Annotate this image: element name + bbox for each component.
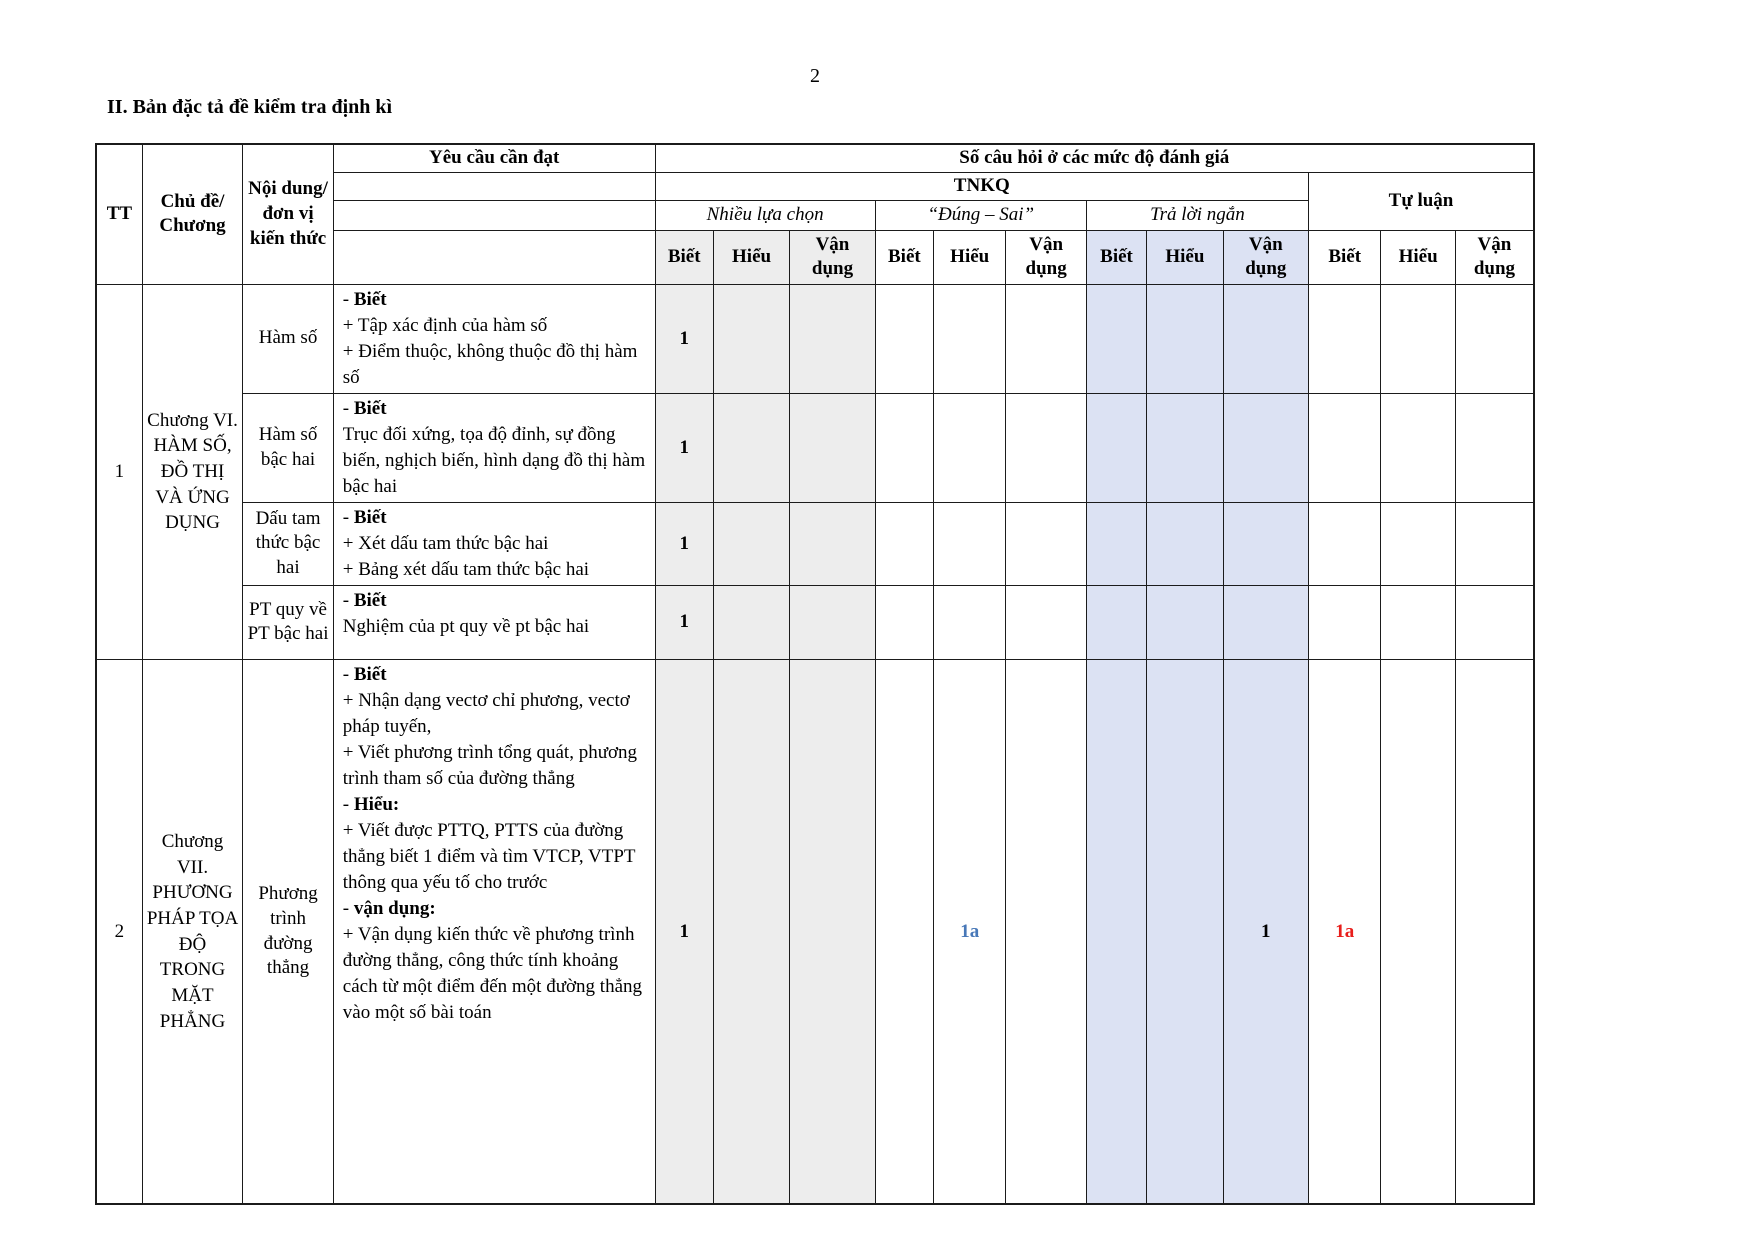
count-cell: [1086, 393, 1146, 502]
count-cell: [1147, 502, 1223, 585]
count-cell-tln-vandung: 1: [1223, 659, 1308, 1204]
level-header-tln-biet: Biết: [1086, 230, 1146, 284]
count-cell: [875, 393, 933, 502]
tt-cell: 1: [96, 284, 142, 659]
level-header-ds-biet: Biết: [875, 230, 933, 284]
requirement-text: - Biết + Xét dấu tam thức bậc hai + Bảng xét dấu tam thức bậc hai: [333, 502, 655, 585]
header-content-unit: Nội dung/ đơn vị kiến thức: [243, 144, 333, 284]
requirement-text: - Biết Trục đối xứng, tọa độ đỉnh, sự đồng biến, nghịch biến, hình dạng đồ thị hàm bậc hai: [333, 393, 655, 502]
count-cell-nlc-biet: 1: [655, 659, 713, 1204]
count-cell: [1381, 659, 1455, 1204]
count-cell: [1309, 393, 1381, 502]
count-cell: [875, 585, 933, 659]
header-tt: TT: [96, 144, 142, 284]
page-content: [95, 0, 1535, 1205]
document-title: II. Bản đặc tả đề kiểm tra định kì: [107, 96, 393, 118]
level-header-nlc-vandung: Vận dụng: [790, 230, 875, 284]
count-cell: [1086, 284, 1146, 393]
count-cell: [934, 502, 1006, 585]
header-requirement-spacer: [333, 200, 655, 230]
count-cell: [1455, 284, 1534, 393]
count-cell: [713, 585, 789, 659]
level-header-tl-hieu: Hiểu: [1381, 230, 1455, 284]
count-cell: [1381, 393, 1455, 502]
header-requirement-spacer: [333, 230, 655, 284]
count-cell: [1223, 284, 1308, 393]
count-cell: [1006, 585, 1086, 659]
count-cell: [1223, 585, 1308, 659]
count-cell: [934, 585, 1006, 659]
count-cell: [1309, 284, 1381, 393]
count-cell-nlc-biet: 1: [655, 284, 713, 393]
count-cell: [1381, 502, 1455, 585]
page-number: 2: [810, 65, 820, 87]
count-cell: [1455, 659, 1534, 1204]
count-cell: [1455, 585, 1534, 659]
header-tnkq: TNKQ: [655, 172, 1309, 200]
header-group-short-answer: Trả lời ngắn: [1086, 200, 1308, 230]
count-cell: [1147, 393, 1223, 502]
count-cell: [1147, 585, 1223, 659]
unit-cell: Hàm số bậc hai: [243, 393, 333, 502]
unit-cell: Dấu tam thức bậc hai: [243, 502, 333, 585]
count-cell: [1006, 502, 1086, 585]
count-cell: [1223, 393, 1308, 502]
count-cell: [1381, 284, 1455, 393]
count-cell: [1086, 585, 1146, 659]
count-cell: [1006, 393, 1086, 502]
count-cell: [875, 659, 933, 1204]
count-cell: [790, 585, 875, 659]
requirement-text: - Biết + Tập xác định của hàm số + Điểm thuộc, không thuộc đồ thị hàm số: [333, 284, 655, 393]
requirement-text: - Biết + Nhận dạng vectơ chỉ phương, vectơ pháp tuyến, + Viết phương trình tổng quát, phương trình tham số của đường thẳng - Hiểu: + Viết được PTTQ, PTTS của đường thẳng biết 1 điểm và tìm VTCP, VTPT thông qua yếu tố cho trước - vận dụng: + Vận dụng kiến thức về phương trình đường thẳng, công thức tính khoảng cách từ một điểm đến một đường thẳng vào một số bài toán: [333, 659, 655, 1204]
level-header-nlc-hieu: Hiểu: [713, 230, 789, 284]
topic-cell: Chương VII. PHƯƠNG PHÁP TỌA ĐỘ TRONG MẶT PHẲNG: [142, 659, 243, 1204]
count-cell-tl-biet: 1a: [1309, 659, 1381, 1204]
level-header-tln-hieu: Hiểu: [1147, 230, 1223, 284]
count-cell: [875, 502, 933, 585]
level-header-ds-vandung: Vận dụng: [1006, 230, 1086, 284]
count-cell: [713, 659, 789, 1204]
header-topic: Chủ đề/ Chương: [142, 144, 243, 284]
topic-cell: Chương VI. HÀM SỐ, ĐỒ THỊ VÀ ỨNG DỤNG: [142, 284, 243, 659]
count-cell: [934, 393, 1006, 502]
requirement-text: - Biết Nghiệm của pt quy về pt bậc hai: [333, 585, 655, 659]
count-cell: [713, 393, 789, 502]
count-cell: [790, 284, 875, 393]
count-cell: [1006, 659, 1086, 1204]
count-cell: [1223, 502, 1308, 585]
header-requirement-spacer: [333, 172, 655, 200]
level-header-tl-biet: Biết: [1309, 230, 1381, 284]
count-cell: [1309, 585, 1381, 659]
header-question-counts: Số câu hỏi ở các mức độ đánh giá: [655, 144, 1534, 172]
count-cell: [1309, 502, 1381, 585]
level-header-tl-vandung: Vận dụng: [1455, 230, 1534, 284]
unit-cell: Hàm số: [243, 284, 333, 393]
count-cell: [1147, 284, 1223, 393]
header-group-multiple-choice: Nhiều lựa chọn: [655, 200, 875, 230]
header-requirement: Yêu cầu cần đạt: [333, 144, 655, 172]
spec-table: [95, 143, 1535, 1205]
count-cell: [713, 284, 789, 393]
count-cell: [790, 393, 875, 502]
count-cell: [1455, 393, 1534, 502]
count-cell: [1381, 585, 1455, 659]
count-cell: [790, 659, 875, 1204]
header-group-true-false: “Đúng – Sai”: [875, 200, 1086, 230]
count-cell: [1006, 284, 1086, 393]
count-cell: [1086, 502, 1146, 585]
header-essay: Tự luận: [1309, 172, 1534, 230]
count-cell-nlc-biet: 1: [655, 585, 713, 659]
unit-cell: PT quy về PT bậc hai: [243, 585, 333, 659]
level-header-tln-vandung: Vận dụng: [1223, 230, 1308, 284]
count-cell-nlc-biet: 1: [655, 502, 713, 585]
count-cell: [713, 502, 789, 585]
unit-cell: Phương trình đường thẳng: [243, 659, 333, 1204]
count-cell-nlc-biet: 1: [655, 393, 713, 502]
count-cell: [1086, 659, 1146, 1204]
level-header-nlc-biet: Biết: [655, 230, 713, 284]
count-cell: [1455, 502, 1534, 585]
level-header-ds-hieu: Hiểu: [934, 230, 1006, 284]
count-cell: [934, 284, 1006, 393]
tt-cell: 2: [96, 659, 142, 1204]
count-cell: [1147, 659, 1223, 1204]
count-cell: [790, 502, 875, 585]
count-cell: [875, 284, 933, 393]
count-cell-ds-hieu: 1a: [934, 659, 1006, 1204]
